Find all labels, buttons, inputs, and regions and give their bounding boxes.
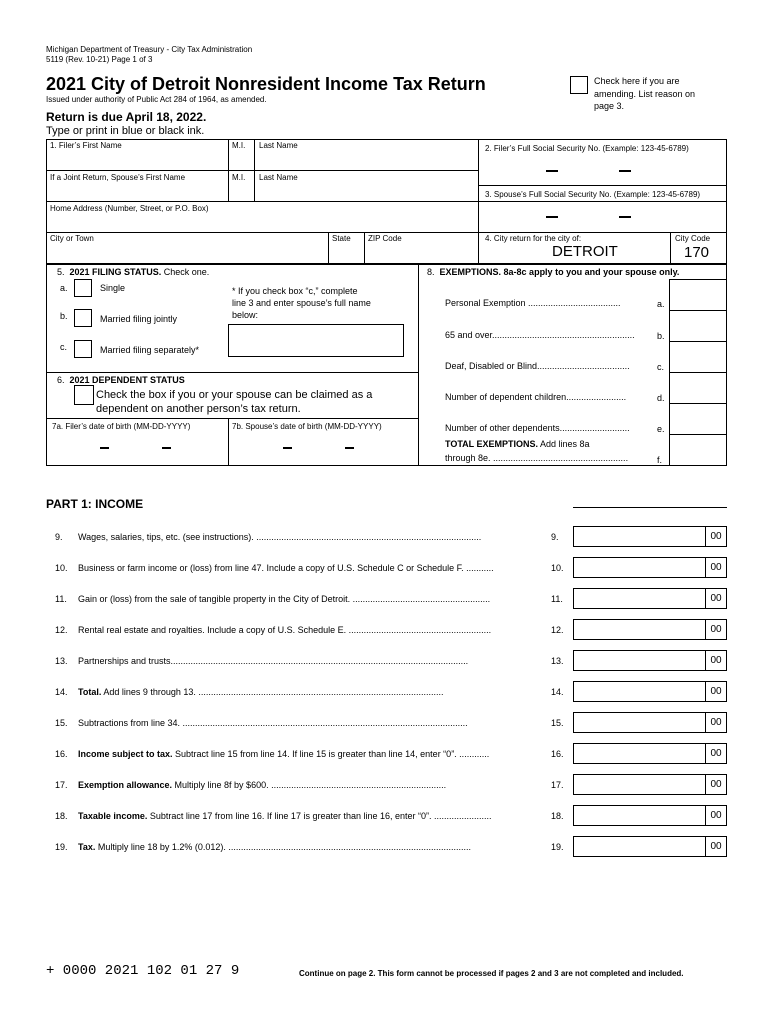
- filing-status-heading: 5. 2021 FILING STATUS. Check one.: [57, 267, 210, 277]
- income-line-label: Subtractions from line 34. ..................................................................................................................: [78, 718, 468, 728]
- income-line-ref: 16.: [551, 749, 564, 759]
- income-amount-field[interactable]: [573, 681, 727, 702]
- city-return-label: 4. City return for the city of:: [485, 234, 582, 243]
- income-line-ref: 17.: [551, 780, 564, 790]
- married-separately-checkbox[interactable]: [74, 340, 92, 358]
- married-separately-label: Married filing separately*: [100, 345, 200, 355]
- income-line-number: 10.: [55, 563, 68, 573]
- income-line-label: Tax. Multiply line 18 by 1.2% (0.012). .................................................................................................: [78, 842, 471, 852]
- cents-field: 00: [705, 651, 726, 670]
- income-line-ref: 11.: [551, 594, 563, 604]
- cents-field: 00: [705, 713, 726, 732]
- exemption-f-input[interactable]: [669, 434, 726, 466]
- exemption-b-label: 65 and over.........................................................: [445, 330, 635, 340]
- single-label: Single: [100, 283, 126, 293]
- exemption-d-label: Number of dependent children........................: [445, 392, 627, 402]
- income-line-ref: 12.: [551, 625, 564, 635]
- income-line-label: Wages, salaries, tips, etc. (see instructions). ..........................................................................................: [78, 532, 482, 542]
- income-line-ref: 14.: [551, 687, 564, 697]
- income-line-number: 16.: [55, 749, 68, 759]
- exemption-d-input[interactable]: [669, 372, 726, 403]
- dependent-checkbox[interactable]: [74, 385, 94, 405]
- income-line-number: 9.: [55, 532, 63, 542]
- income-line-ref: 13.: [551, 656, 564, 666]
- cents-field: 00: [705, 589, 726, 608]
- spouse-mi-field[interactable]: M.I.: [232, 173, 246, 182]
- married-jointly-label: Married filing jointly: [100, 314, 178, 324]
- single-checkbox[interactable]: [74, 279, 92, 297]
- exemption-c-input[interactable]: [669, 341, 726, 372]
- spouse-ssn-field[interactable]: 3. Spouse’s Full Social Security No. (Example: 123-45-6789): [485, 190, 701, 199]
- income-amount-field[interactable]: [573, 526, 727, 547]
- cents-field: 00: [705, 806, 726, 825]
- dependent-heading: 6. 2021 DEPENDENT STATUS: [57, 375, 185, 385]
- income-line-number: 15.: [55, 718, 68, 728]
- agency-line: Michigan Department of Treasury - City Tax Administration: [46, 45, 253, 54]
- cents-field: 00: [705, 527, 726, 546]
- spouse-last-name-field[interactable]: Last Name: [259, 173, 298, 182]
- income-amount-field[interactable]: [573, 774, 727, 795]
- barcode-number: + 0000 2021 102 01 27 9: [46, 963, 240, 979]
- amend-text-3: page 3.: [594, 101, 625, 111]
- income-line-ref: 9.: [551, 532, 559, 542]
- cents-field: 00: [705, 682, 726, 701]
- income-line-number: 14.: [55, 687, 68, 697]
- income-line-number: 17.: [55, 780, 68, 790]
- spouse-full-name-field[interactable]: [228, 324, 404, 357]
- due-date: Return is due April 18, 2022.: [46, 110, 207, 124]
- total-exemptions-label: TOTAL EXEMPTIONS. Add lines 8a: [445, 439, 590, 449]
- income-line-label: Income subject to tax. Subtract line 15 from line 14. If line 15 is greater than line 14, enter “0”. ............: [78, 749, 490, 759]
- married-jointly-checkbox[interactable]: [74, 309, 92, 327]
- exemption-a-label: Personal Exemption .....................................: [445, 298, 621, 308]
- cents-field: 00: [705, 775, 726, 794]
- filer-ssn-field[interactable]: 2. Filer’s Full Social Security No. (Example: 123-45-6789): [485, 144, 689, 153]
- income-amount-field[interactable]: [573, 743, 727, 764]
- income-line-ref: 15.: [551, 718, 564, 728]
- exemption-b-input[interactable]: [669, 310, 726, 341]
- continue-note: Continue on page 2. This form cannot be processed if pages 2 and 3 are not completed and included.: [299, 969, 684, 978]
- income-line-label: Exemption allowance. Multiply line 8f by $600. ......................................................................: [78, 780, 447, 790]
- home-address-field[interactable]: Home Address (Number, Street, or P.O. Box): [50, 204, 209, 213]
- spouse-dob-field[interactable]: 7b. Spouse’s date of birth (MM-DD-YYYY): [232, 422, 382, 431]
- authority-line: Issued under authority of Public Act 284 of 1964, as amended.: [46, 95, 267, 104]
- revision-line: 5119 (Rev. 10-21) Page 1 of 3: [46, 55, 153, 64]
- exemptions-heading: 8. EXEMPTIONS. 8a-8c apply to you and your spouse only.: [427, 267, 680, 277]
- cents-field: 00: [705, 620, 726, 639]
- income-line-ref: 10.: [551, 563, 564, 573]
- income-amount-field[interactable]: [573, 805, 727, 826]
- income-line-label: Gain or (loss) from the sale of tangible property in the City of Detroit. .......................................................: [78, 594, 491, 604]
- income-line-label: Total. Add lines 9 through 13. ..................................................................................................: [78, 687, 444, 697]
- filer-last-name-field[interactable]: Last Name: [259, 141, 298, 150]
- income-line-number: 12.: [55, 625, 68, 635]
- income-amount-field[interactable]: [573, 588, 727, 609]
- ink-note: Type or print in blue or black ink.: [46, 125, 205, 137]
- income-line-label: Taxable income. Subtract line 17 from line 16. If line 17 is greater than line 16, enter “0”. .......................: [78, 811, 492, 821]
- income-amount-field[interactable]: [573, 836, 727, 857]
- income-line-ref: 18.: [551, 811, 564, 821]
- cents-field: 00: [705, 744, 726, 763]
- part1-heading: PART 1: INCOME: [46, 497, 144, 511]
- exemption-e-label: Number of other dependents............................: [445, 423, 630, 433]
- filer-first-name-field[interactable]: 1. Filer’s First Name: [50, 141, 122, 150]
- income-amount-field[interactable]: [573, 650, 727, 671]
- cents-field: 00: [705, 558, 726, 577]
- amend-text-1: Check here if you are: [594, 76, 680, 86]
- exemption-c-label: Deaf, Disabled or Blind.....................................: [445, 361, 630, 371]
- spouse-first-name-field[interactable]: If a Joint Return, Spouse’s First Name: [50, 173, 186, 182]
- income-line-label: Partnerships and trusts.......................................................................................................................: [78, 656, 469, 666]
- amend-text-2: amending. List reason on: [594, 89, 696, 99]
- income-line-ref: 19.: [551, 842, 564, 852]
- income-line-number: 19.: [55, 842, 68, 852]
- amending-checkbox[interactable]: [570, 76, 588, 94]
- income-line-number: 18.: [55, 811, 68, 821]
- income-line-number: 11.: [55, 594, 67, 604]
- income-amount-field[interactable]: [573, 712, 727, 733]
- form-title: 2021 City of Detroit Nonresident Income Tax Return: [46, 74, 486, 94]
- city-return-value: DETROIT: [552, 243, 618, 260]
- filer-dob-field[interactable]: 7a. Filer’s date of birth (MM-DD-YYYY): [52, 422, 191, 431]
- filer-mi-field[interactable]: M.I.: [232, 141, 246, 150]
- income-amount-field[interactable]: [573, 619, 727, 640]
- city-field[interactable]: City or Town: [50, 234, 94, 243]
- city-code-value: 170: [684, 244, 710, 261]
- exemption-a-input[interactable]: [669, 279, 726, 310]
- zip-field[interactable]: ZIP Code: [368, 234, 402, 243]
- income-amount-field[interactable]: [573, 557, 727, 578]
- exemption-e-input[interactable]: [669, 403, 726, 434]
- state-field[interactable]: State: [332, 234, 351, 243]
- income-line-label: Rental real estate and royalties. Include a copy of U.S. Schedule E. .........................................................: [78, 625, 492, 635]
- cents-field: 00: [705, 837, 726, 856]
- city-code-label: City Code: [675, 234, 711, 243]
- income-line-label: Business or farm income or (loss) from line 47. Include a copy of U.S. Schedule C or Schedule F. ...........: [78, 563, 494, 573]
- income-line-number: 13.: [55, 656, 68, 666]
